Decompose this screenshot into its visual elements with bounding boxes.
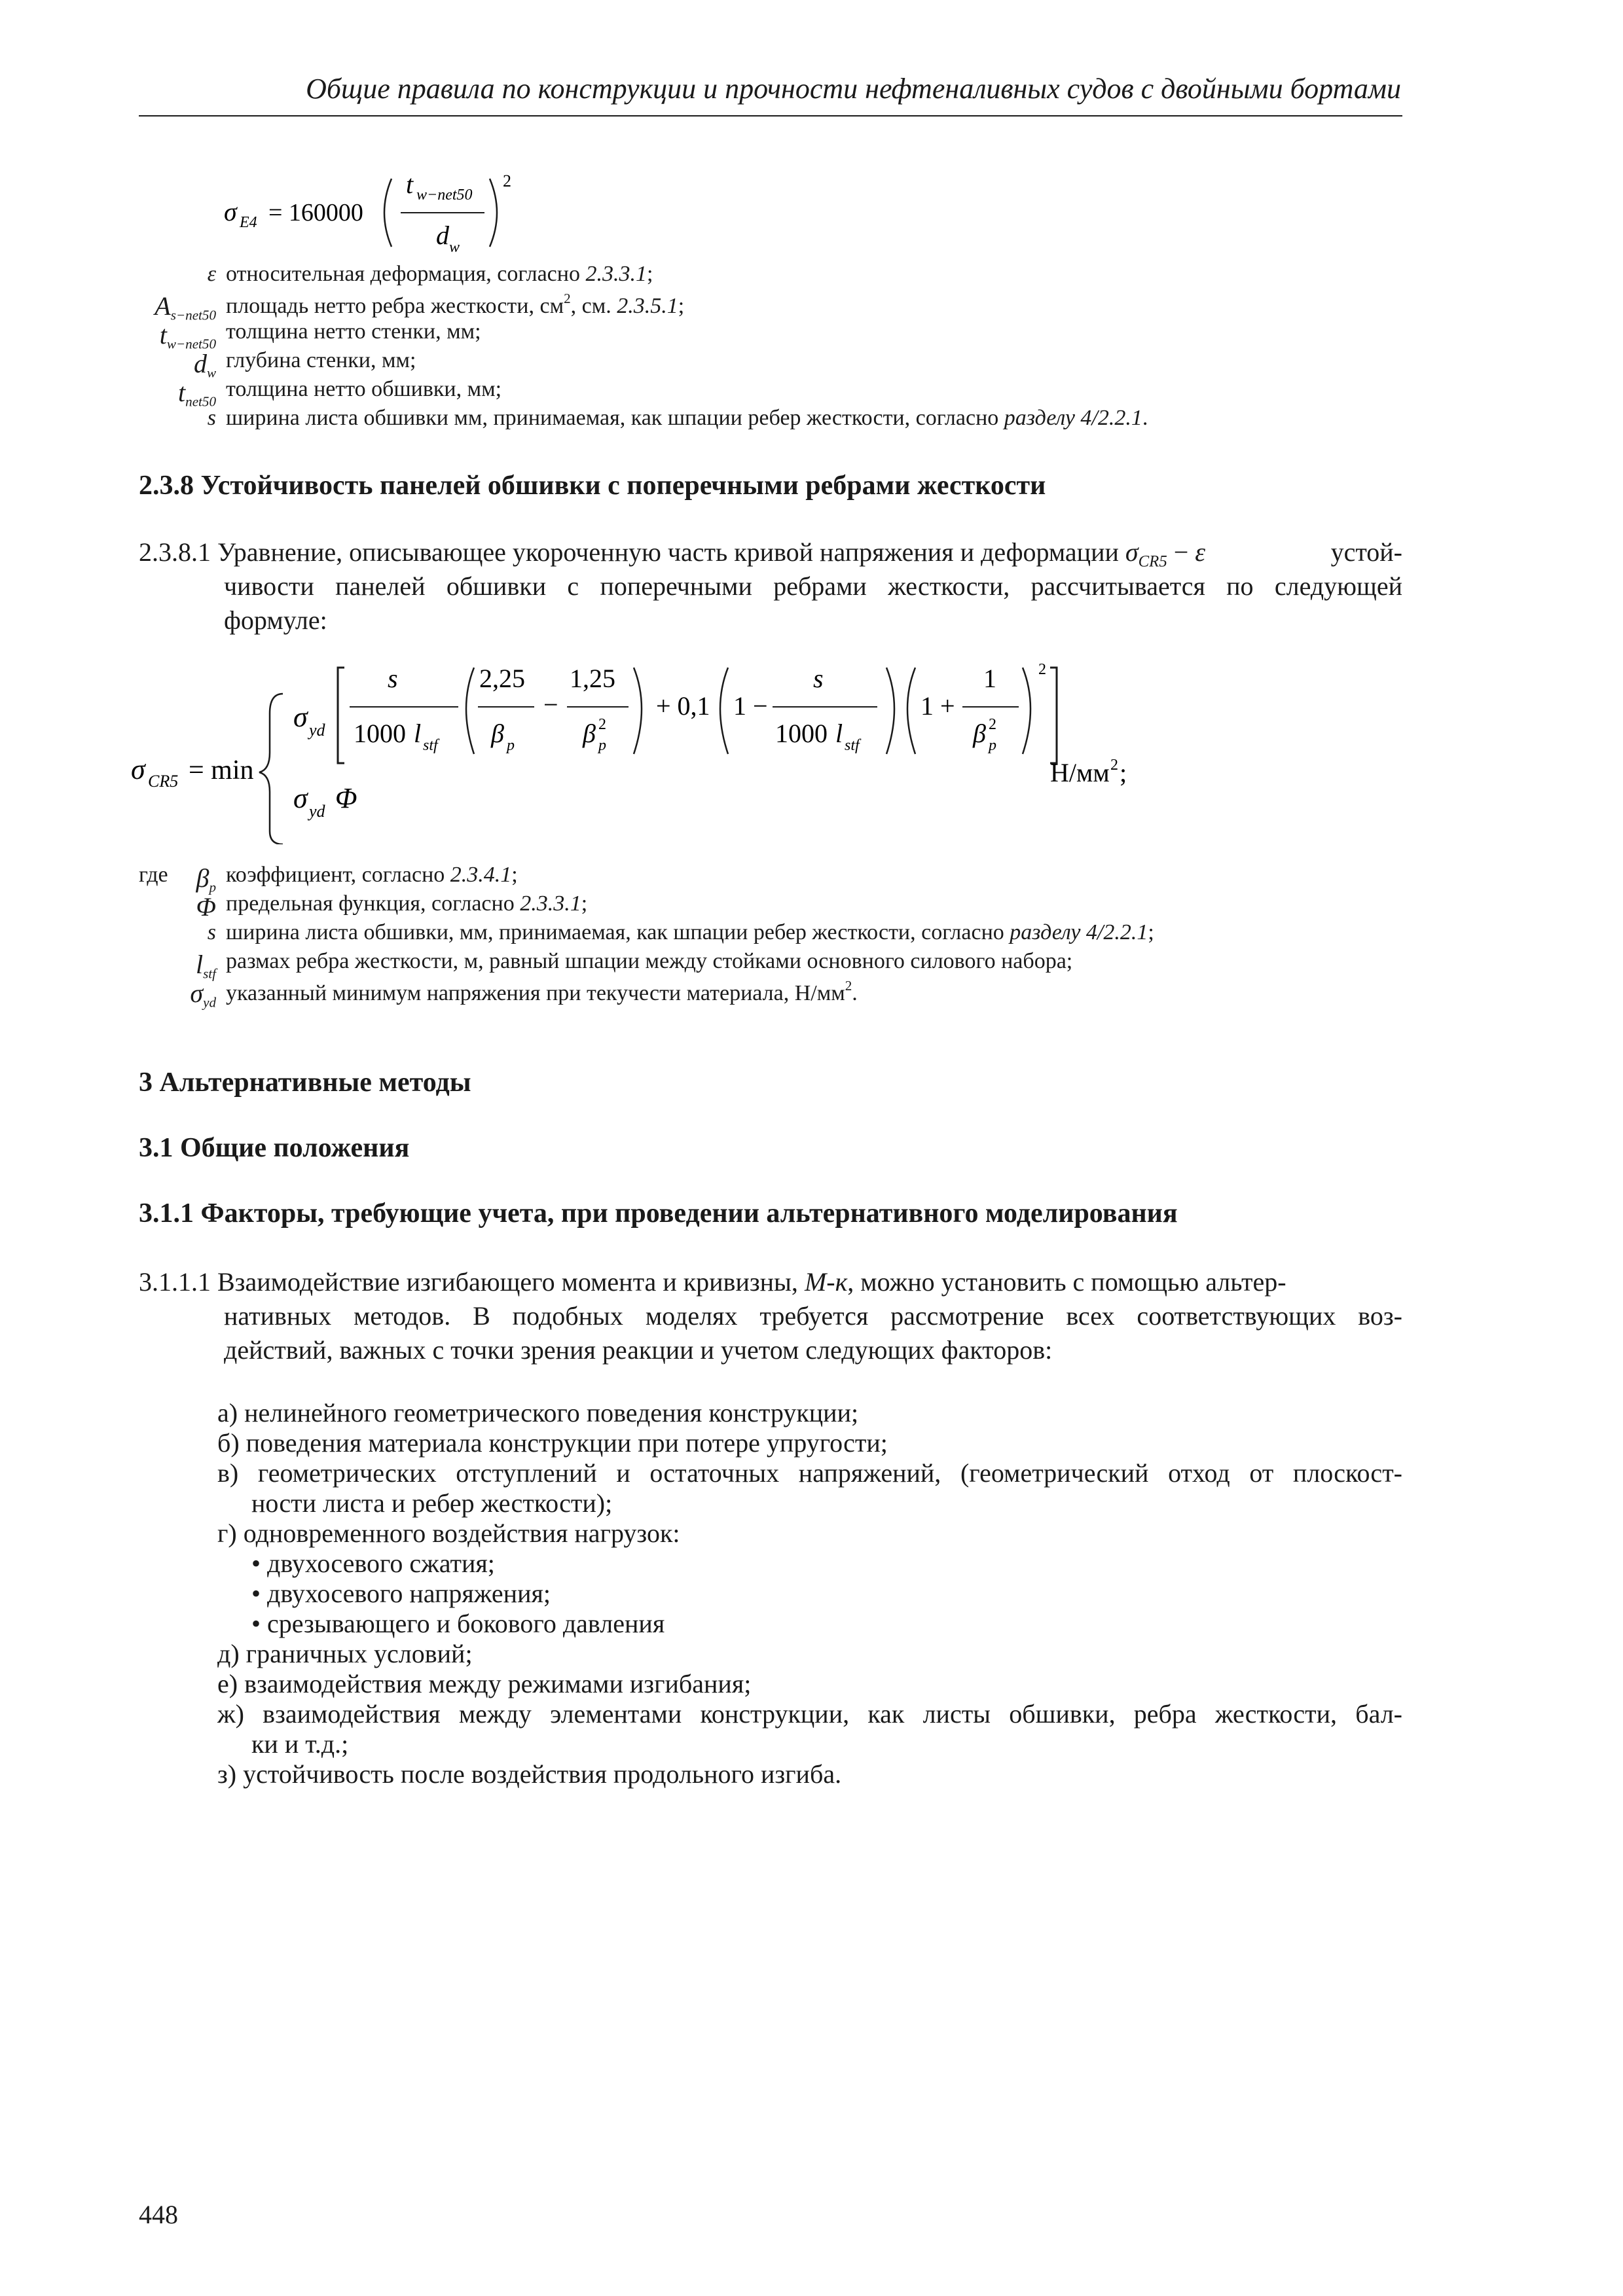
f2-unit: Н/мм <box>1050 758 1110 787</box>
legend1-text-tnet: толщина нетто обшивки, мм; <box>226 377 502 401</box>
f2-sigma-yd-2: σ <box>293 782 308 814</box>
legend1-text-s: ширина листа обшивки мм, принимаемая, как шпации ребер жесткости, согласно разделу 4/2.2.1. <box>226 406 1148 430</box>
f2-lbracket <box>338 668 344 763</box>
list-item-zh: ж) взаимодействия между элементами конструкции, как листы обшивки, ребра жесткости, бал- <box>217 1699 1402 1729</box>
f2-lparen3 <box>907 668 915 754</box>
f2-n225: 2,25 <box>479 664 525 693</box>
legend-1 <box>0 262 1623 439</box>
legend1-text-area: площадь нетто ребра жесткости, $см^2$, см. 2.3.5.1; <box>226 291 685 318</box>
f1-rparen <box>490 179 497 247</box>
f2-lhs: σ <box>131 753 145 785</box>
f2-unit-tail: ; <box>1120 758 1127 787</box>
f2-one-plus: 1 + <box>921 691 955 721</box>
f2-plus01: + 0,1 <box>656 691 710 721</box>
list-item-d: д) граничных условий; <box>217 1639 473 1668</box>
list-subitem-1: • двухосевого сжатия; <box>251 1549 495 1578</box>
list-item-zh-cont: ки и т.д.; <box>251 1729 349 1759</box>
f1-lhs: σ <box>224 197 237 226</box>
heading-3: 3 Альтернативные методы <box>139 1067 471 1098</box>
list-item-b: б) поведения материала конструкции при потере упругости; <box>217 1428 888 1458</box>
f2-unit-sup: 2 <box>1110 757 1118 774</box>
heading-3-1: 3.1 Общие положения <box>139 1133 410 1163</box>
list-item-a: а) нелинейного геометрического поведения конструкции; <box>217 1398 859 1427</box>
f1-equals: = 160000 <box>268 199 363 226</box>
f2-den2: 1000 <box>775 719 828 748</box>
legend2-text-lstf: размах ребра жесткости, м, равный шпации между стойками основного силового набора; <box>226 949 1073 973</box>
legend1-text-tw: толщина нетто стенки, мм; <box>226 319 481 344</box>
legend1-text-dw: глубина стенки, мм; <box>226 348 416 372</box>
para-3111-line1: 3.1.1.1 Взаимодействие изгибающего момента и кривизны, М-к, можно установить с помощью альтер- <box>139 1267 1286 1297</box>
legend1-text-epsilon: относительная деформация, согласно 2.3.3.1; <box>226 262 653 286</box>
legend2-sym-beta: $\beta_p$ <box>196 863 216 895</box>
legend2-sym-s: s <box>207 920 216 944</box>
legend1-sym-area: $A_{s-net50}$ <box>155 291 216 323</box>
para-3111-line3: действий, важных с точки зрения реакции и учетом следующих факторов: <box>224 1335 1053 1365</box>
f2-l1: l <box>414 719 422 748</box>
f2-p3: p <box>989 737 996 754</box>
f2-rparen1 <box>634 668 642 754</box>
list-item-v-cont: ности листа и ребер жесткости); <box>251 1488 613 1518</box>
legend1-sym-dw: $d_w$ <box>193 349 216 381</box>
f2-n125: 1,25 <box>570 664 615 693</box>
legend2-text-phi: предельная функция, согласно 2.3.3.1; <box>226 891 588 916</box>
f1-lparen <box>384 179 392 247</box>
f2-two3: 2 <box>1038 661 1046 678</box>
f2-lparen1 <box>466 668 474 754</box>
f2-stf2: stf <box>845 737 860 754</box>
f2-one: 1 <box>983 664 996 693</box>
f2-min: = min <box>189 755 254 785</box>
page-number: 448 <box>139 2200 178 2229</box>
f2-two2: 2 <box>989 716 996 733</box>
f2-minus1: − <box>543 690 558 719</box>
f2-sigma-yd: σ <box>293 701 308 733</box>
para-3111-line2: нативных методов. В подобных моделях требуется рассмотрение всех соответствующих воз- <box>224 1301 1402 1331</box>
legend-2 <box>0 863 1623 1020</box>
f2-stf1: stf <box>423 737 438 754</box>
f1-den: d <box>436 221 449 250</box>
paragraph-2-3-8-1 <box>139 537 1402 636</box>
list-item-g: г) одновременного воздействия нагрузок: <box>217 1518 680 1548</box>
f2-lparen2 <box>720 668 728 754</box>
para-2381-line2: чивости панелей обшивки с поперечными ребрами жесткости, рассчитывается по следующей <box>224 571 1402 601</box>
f2-one-minus: 1 − <box>733 691 768 721</box>
legend1-sym-tw: $t_{w-net50}$ <box>159 320 216 352</box>
f2-rbracket <box>1050 668 1057 763</box>
legend1-sym-tnet: $t_{net50}$ <box>178 378 216 410</box>
legend2-text-sigma-yd: указанный минимум напряжения при текучести материала, $Н/мм^2$. <box>226 978 858 1005</box>
running-header: Общие правила по конструкции и прочности нефтеналивных судов с двойными бортами <box>306 73 1401 105</box>
para-2381-line3: формуле: <box>224 605 327 635</box>
legend1-sym-epsilon: ε <box>207 262 216 286</box>
where-label: где <box>139 863 168 887</box>
f2-yd: yd <box>309 721 325 740</box>
legend2-sym-phi: Φ <box>196 892 216 922</box>
f1-exp: 2 <box>503 171 511 190</box>
heading-3-1-1: 3.1.1 Факторы, требующие учета, при проведении альтернативного моделирования <box>139 1198 1178 1229</box>
f1-lhs-sub: E4 <box>240 214 257 231</box>
list-subitem-3: • срезывающего и бокового давления <box>251 1609 665 1638</box>
header-rule <box>139 115 1402 117</box>
list-item-v: в) геометрических отступлений и остаточных напряжений, (геометрический отход от плоскост- <box>217 1458 1402 1488</box>
f2-two1: 2 <box>598 716 606 733</box>
f2-beta3: β <box>973 719 986 748</box>
f1-den-sub: w <box>449 239 460 256</box>
para-2381-line1: 2.3.8.1 Уравнение, описывающее укороченную часть кривой напряжения и деформации $\sigma_{CR5} - \varepsilon$ устой- <box>139 537 1402 571</box>
formula-sigma-cr5 <box>124 648 1355 844</box>
legend1-sym-s: s <box>207 406 216 430</box>
f2-lhs-sub: CR5 <box>148 772 179 791</box>
legend2-sym-lstf: $l_{stf}$ <box>195 950 216 982</box>
list-item-z: з) устойчивость после воздействия продольного изгиба. <box>217 1759 842 1789</box>
legend2-sym-sigma-yd: $\sigma_{yd}$ <box>190 978 216 1011</box>
f2-beta1: β <box>491 719 504 748</box>
f1-num: t <box>406 170 414 199</box>
f1-num-sub: w−net50 <box>416 187 473 204</box>
f2-s1: s <box>388 664 398 693</box>
f2-den1: 1000 <box>354 719 406 748</box>
f2-l2: l <box>835 719 843 748</box>
f2-beta2: β <box>583 719 596 748</box>
f2-yd-2: yd <box>309 802 325 821</box>
list-subitem-2: • двухосевого напряжения; <box>251 1579 551 1608</box>
f2-brace <box>259 694 283 844</box>
f2-rparen3 <box>1023 668 1030 754</box>
f2-rparen2 <box>886 668 894 754</box>
f2-p1: p <box>507 737 515 754</box>
f2-phi: Φ <box>335 782 357 814</box>
formula-sigma-e4 <box>216 160 556 265</box>
list-item-e: е) взаимодействия между режимами изгибания; <box>217 1669 752 1698</box>
heading-2-3-8: 2.3.8 Устойчивость панелей обшивки с поперечными ребрами жесткости <box>139 471 1046 501</box>
f2-s2: s <box>813 664 824 693</box>
f2-p2: p <box>598 737 606 754</box>
paragraph-3-1-1-1 <box>139 1266 1402 1365</box>
legend2-text-s: ширина листа обшивки, мм, принимаемая, как шпации ребер жесткости, согласно разделу 4/2.2.1; <box>226 920 1154 944</box>
legend2-text-beta: коэффициент, согласно 2.3.4.1; <box>226 863 518 887</box>
